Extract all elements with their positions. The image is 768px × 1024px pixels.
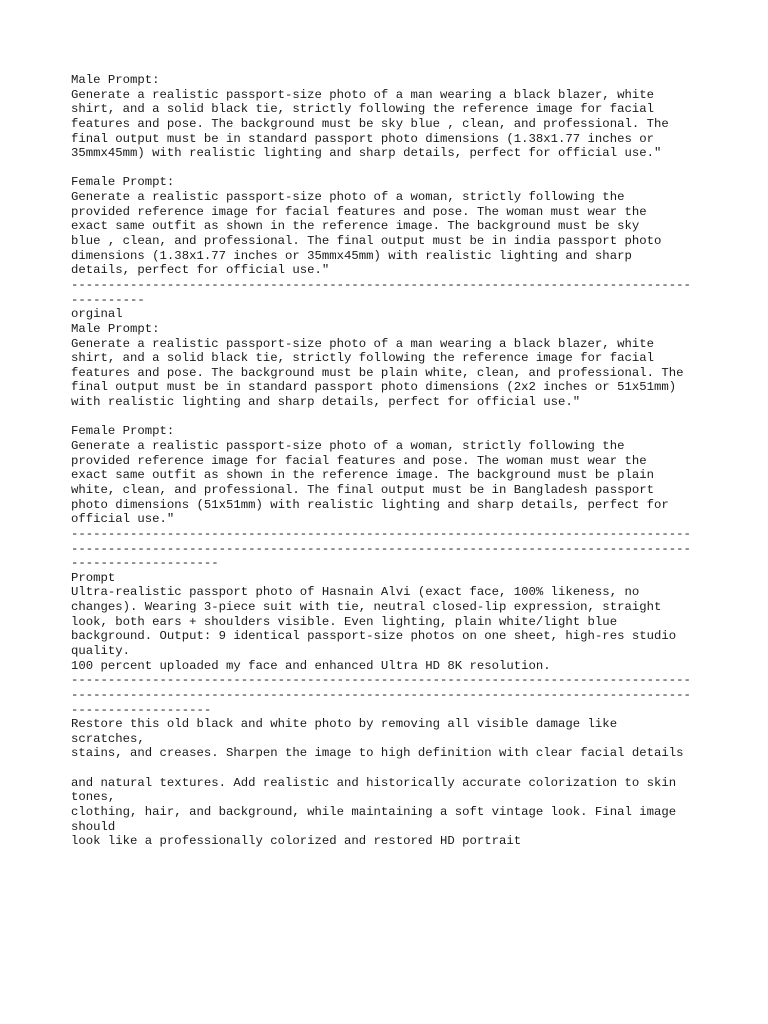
- text-line: Female Prompt:: [71, 424, 175, 439]
- text-line: features and pose. The background must be sky blue , clean, and professional. The: [71, 116, 669, 131]
- text-line: ------------------------------------------------------------------------------------: [71, 277, 691, 292]
- text-line: Male Prompt:: [71, 73, 160, 87]
- text-line: official use.": [71, 512, 175, 527]
- text-line: quality.: [71, 643, 131, 658]
- text-line: scratches,: [71, 731, 145, 746]
- text-line: ------------------------------------------------------------------------------------: [71, 687, 691, 702]
- text-line: 100 percent uploaded my face and enhanced Ultra HD 8K resolution.: [71, 658, 551, 673]
- text-line: [71, 761, 711, 776]
- text-line: dimensions (1.38x1.77 inches or 35mmx45mm) with realistic lighting and sharp: [71, 248, 632, 263]
- text-line: stains, and creases. Sharpen the image to high definition with clear facial details: [71, 746, 684, 761]
- text-line: Restore this old black and white photo by removing all visible damage like: [71, 717, 618, 732]
- text-line: should: [71, 819, 116, 834]
- text-line: provided reference image for facial features and pose. The woman must wear the: [71, 204, 647, 219]
- text-line: Prompt: [71, 570, 116, 585]
- text-line: ------------------------------------------------------------------------------------: [71, 541, 691, 556]
- text-line: [71, 410, 711, 425]
- text-line: -------------------: [71, 702, 212, 717]
- text-line: look, both ears + shoulders visible. Even lighting, plain white/light blue: [71, 614, 618, 629]
- text-line: Generate a realistic passport-size photo of a man wearing a black blazer, white: [71, 336, 654, 351]
- text-line: and natural textures. Add realistic and historically accurate colorization to skin: [71, 775, 677, 790]
- text-line: provided reference image for facial features and pose. The woman must wear the: [71, 453, 647, 468]
- text-line: tones,: [71, 790, 116, 805]
- text-line: final output must be in standard passport photo dimensions (1.38x1.77 inches or: [71, 131, 654, 146]
- text-line: white, clean, and professional. The final output must be in Bangladesh passport: [71, 482, 654, 497]
- text-line: [71, 161, 711, 176]
- text-line: Ultra-realistic passport photo of Hasnain Alvi (exact face, 100% likeness, no: [71, 585, 640, 600]
- text-line: final output must be in standard passport photo dimensions (2x2 inches or 51x51mm): [71, 380, 677, 395]
- text-line: background. Output: 9 identical passport-size photos on one sheet, high-res studio: [71, 629, 677, 644]
- text-line: features and pose. The background must be plain white, clean, and professional. The: [71, 365, 684, 380]
- text-line: exact same outfit as shown in the reference image. The background must be sky: [71, 219, 640, 234]
- text-line: shirt, and a solid black tie, strictly following the reference image for facial: [71, 102, 654, 117]
- text-line: ----------: [71, 292, 145, 307]
- text-line: photo dimensions (51x51mm) with realistic lighting and sharp details, perfect for: [71, 497, 669, 512]
- text-line: exact same outfit as shown in the reference image. The background must be plain: [71, 468, 654, 483]
- text-line: look like a professionally colorized and restored HD portrait: [71, 834, 522, 849]
- text-line: --------------------: [71, 556, 219, 571]
- text-line: clothing, hair, and background, while maintaining a soft vintage look. Final image: [71, 805, 677, 820]
- text-line: Generate a realistic passport-size photo of a woman, strictly following the: [71, 439, 625, 454]
- text-line: Female Prompt:: [71, 175, 175, 190]
- text-line: changes). Wearing 3-piece suit with tie, neutral closed-lip expression, straight: [71, 600, 662, 615]
- text-line: 35mmx45mm) with realistic lighting and sharp details, perfect for official use.": [71, 146, 662, 161]
- text-line: Generate a realistic passport-size photo of a man wearing a black blazer, white: [71, 87, 654, 102]
- text-line: blue , clean, and professional. The final output must be in india passport photo: [71, 234, 662, 249]
- text-line: shirt, and a solid black tie, strictly following the reference image for facial: [71, 351, 654, 366]
- text-line: with realistic lighting and sharp details, perfect for official use.": [71, 395, 581, 410]
- text-line: ------------------------------------------------------------------------------------: [71, 526, 691, 541]
- text-line: details, perfect for official use.": [71, 263, 330, 278]
- text-line: Generate a realistic passport-size photo of a woman, strictly following the: [71, 190, 625, 205]
- text-line: orginal: [71, 307, 123, 322]
- document-text-block: [71, 73, 711, 849]
- text-line: ------------------------------------------------------------------------------------: [71, 673, 691, 688]
- text-line: Male Prompt:: [71, 321, 160, 336]
